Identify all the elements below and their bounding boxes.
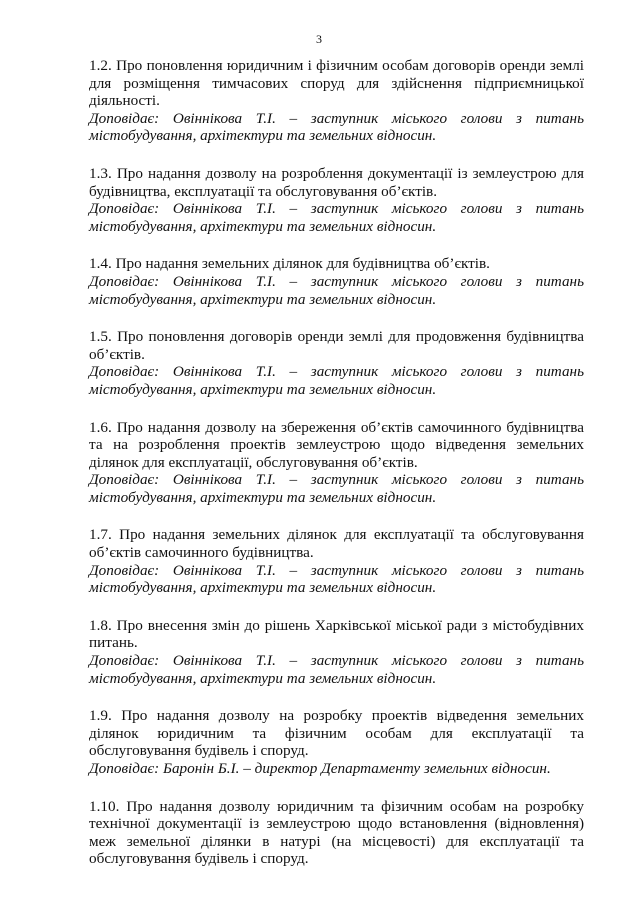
agenda-item-1-5 bbox=[89, 328, 584, 398]
agenda-item-1-6 bbox=[89, 419, 584, 507]
agenda-item-1-8 bbox=[89, 617, 584, 687]
agenda-item-reporter: Доповідає: Овіннікова Т.І. – заступник міського голови з питань містобудування, архітектури та земельних відносин. bbox=[89, 109, 584, 145]
agenda-item-title: 1.10. Про надання дозволу юридичним та фізичним особам на розробку технічної документації із землеустрою щодо встановлення (відновлення) меж земельної ділянки в натурі (на місцевості) для експлуатації та обслуговування будівель і споруд. bbox=[89, 797, 584, 868]
agenda-item-title: 1.4. Про надання земельних ділянок для будівництва об’єктів. bbox=[89, 255, 490, 273]
agenda-item-reporter: Доповідає: Овіннікова Т.І. – заступник міського голови з питань містобудування, архітектури та земельних відносин. bbox=[89, 652, 584, 687]
agenda-item-reporter: Доповідає: Овіннікова Т.І. – заступник міського голови з питань містобудування, архітектури та земельних відносин. bbox=[89, 200, 584, 235]
agenda-item-title: 1.3. Про надання дозволу на розроблення документації із землеустрою для будівництва, експлуатації та обслуговування об’єктів. bbox=[89, 164, 584, 200]
agenda-item-reporter: Доповідає: Овіннікова Т.І. – заступник міського голови з питань містобудування, архітектури та земельних відносин. bbox=[89, 363, 584, 398]
agenda-item-1-4 bbox=[89, 255, 584, 308]
agenda-item-1-2 bbox=[89, 57, 584, 145]
agenda-item-title: 1.5. Про поновлення договорів оренди землі для продовження будівництва об’єктів. bbox=[89, 328, 584, 363]
agenda-item-1-10 bbox=[89, 798, 584, 868]
agenda-item-title: 1.7. Про надання земельних ділянок для експлуатації та обслуговування об’єктів самочинного будівництва. bbox=[89, 526, 584, 562]
agenda-item-reporter: Доповідає: Овіннікова Т.І. – заступник міського голови з питань містобудування, архітектури та земельних відносин. bbox=[89, 471, 584, 506]
agenda-item-title: 1.2. Про поновлення юридичним і фізичним особам договорів оренди землі для розміщення тимчасових споруд для здійснення підприємницької діяльності. bbox=[89, 57, 584, 110]
agenda-item-1-9 bbox=[89, 707, 584, 777]
agenda-item-title: 1.6. Про надання дозволу на збереження об’єктів самочинного будівництва та на розроблення проектів землеустрою щодо відведення земельних ділянок для експлуатації, обслуговування об’єктів. bbox=[89, 418, 584, 471]
agenda-item-title: 1.8. Про внесення змін до рішень Харківської міської ради з містобудівних питань. bbox=[89, 616, 584, 652]
agenda-item-reporter: Доповідає: Овіннікова Т.І. – заступник міського голови з питань містобудування, архітектури та земельних відносин. bbox=[89, 561, 584, 597]
page-number: 3 bbox=[316, 32, 322, 46]
agenda-item-title: 1.9. Про надання дозволу на розробку проектів відведення земельних ділянок юридичним та фізичним особам для експлуатації та обслуговування будівель і споруд. bbox=[89, 707, 584, 760]
agenda-item-1-3 bbox=[89, 165, 584, 235]
agenda-items bbox=[89, 57, 584, 888]
agenda-item-reporter: Доповідає: Баронін Б.І. – директор Департаменту земельних відносин. bbox=[89, 760, 551, 777]
agenda-item-reporter: Доповідає: Овіннікова Т.І. – заступник міського голови з питань містобудування, архітектури та земельних відносин. bbox=[89, 272, 584, 308]
agenda-item-1-7 bbox=[89, 526, 584, 596]
